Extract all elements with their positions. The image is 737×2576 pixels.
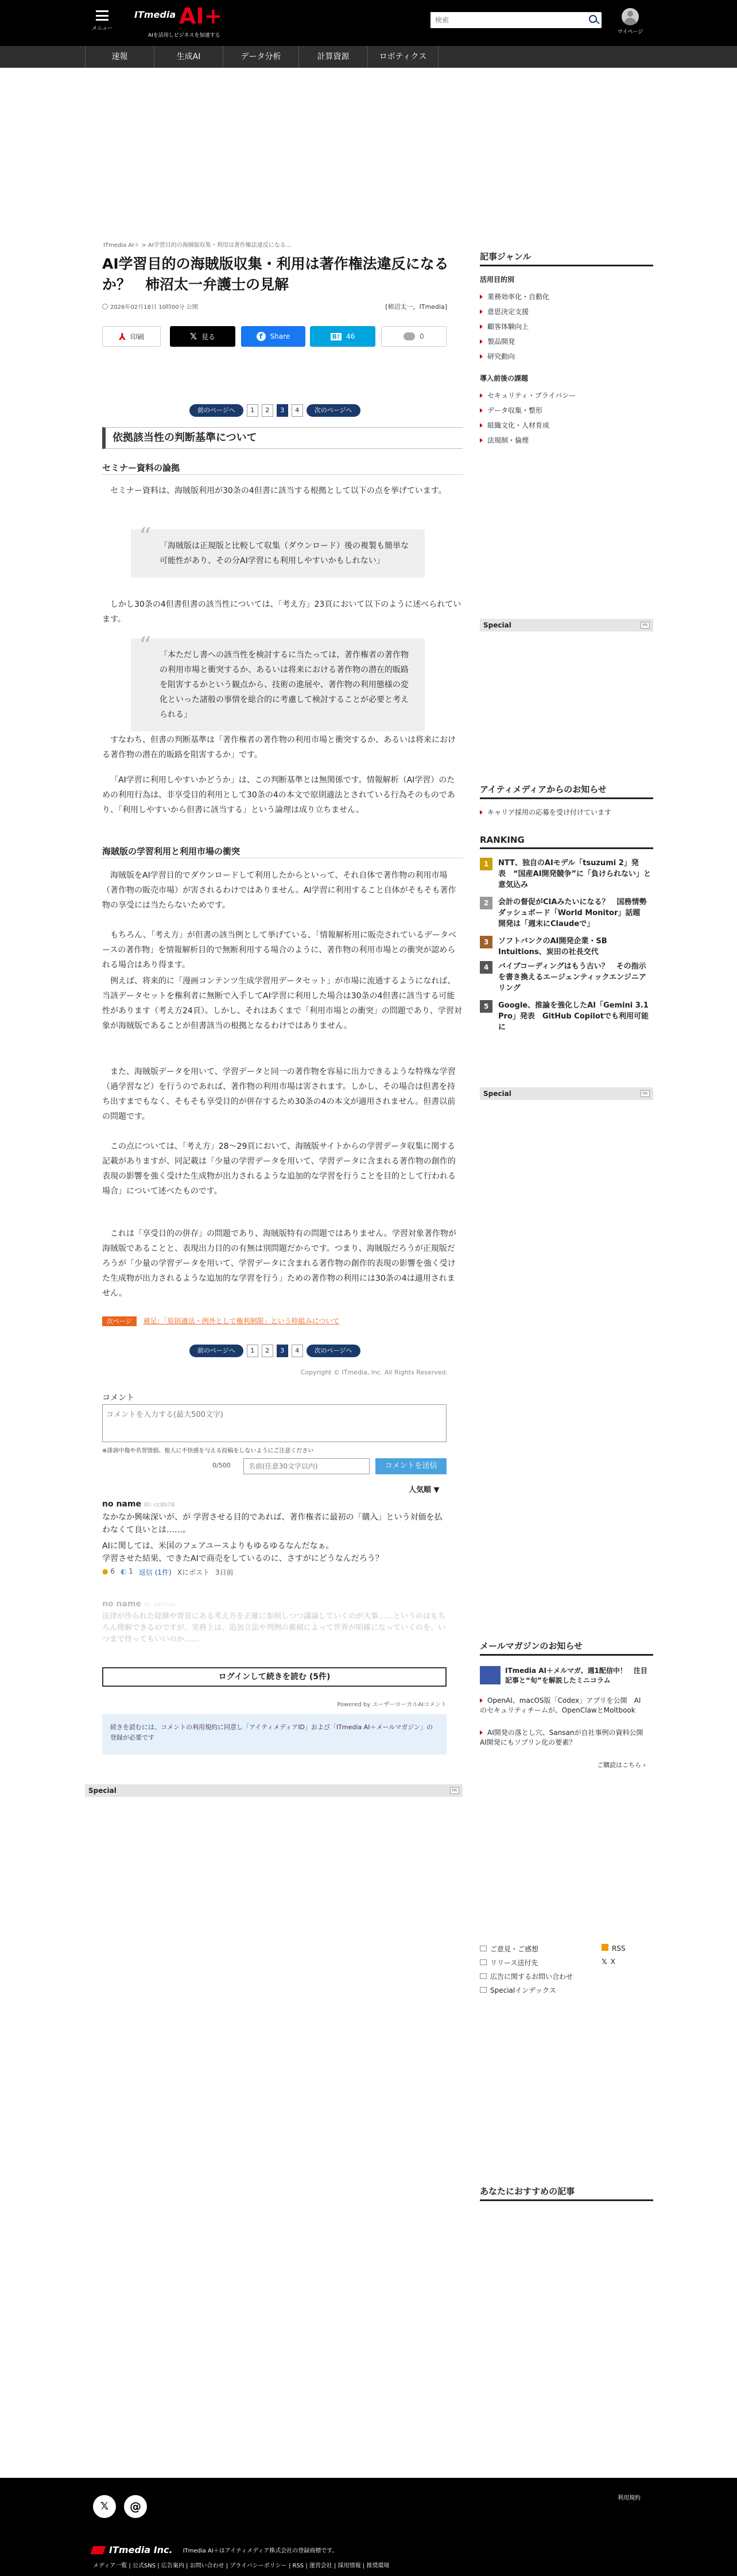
ranking-title: Google、推論を強化したAI「Gemini 3.1 Pro」発表 GitHub Copilotでも利用可能に xyxy=(498,1001,649,1032)
reply-count[interactable] xyxy=(121,1567,133,1577)
logo-tagline: AIを活用しビジネスを加速する xyxy=(148,33,220,38)
ranking-item[interactable] xyxy=(480,897,653,929)
pr-badge: PR xyxy=(641,622,650,629)
pager-next[interactable]: 次のページへ xyxy=(307,1345,360,1357)
heading-underline xyxy=(102,474,463,475)
next-page-badge: 次ページ xyxy=(102,1316,137,1326)
notice-heading: アイティメディアからのお知らせ xyxy=(480,783,653,799)
pager-prev[interactable]: 前のページへ xyxy=(189,1345,243,1357)
paragraph: しかし30条の4但書但書の該当性については、「考え方」23頁において以下のように述べられています。 xyxy=(102,600,461,624)
pager-page-3: 3 xyxy=(277,404,288,417)
special-index-label: Specialインデックス xyxy=(490,1986,556,1994)
search-icon[interactable] xyxy=(589,15,597,23)
blockquote xyxy=(131,632,425,731)
reply-link[interactable]: 返信 (1件) xyxy=(138,1568,172,1576)
genre-link[interactable]: 意思決定支援 xyxy=(480,307,529,316)
next-page-title: 補足：「原則適法・例外として権利制限」という枠組みについて xyxy=(143,1317,340,1325)
feedback-icon xyxy=(480,1946,487,1951)
footer-links[interactable]: メディア一覧 | 公式SNS | 広告案内 | お問い合わせ | プライバシーポリシー | RSS | 運営会社 | 採用情報 | 推奨環境 xyxy=(93,2563,390,2569)
reply-count-value: 1 xyxy=(129,1567,133,1575)
speech-bubble-icon xyxy=(404,332,415,340)
nav-breaking[interactable]: 速報 xyxy=(85,46,154,68)
article-title xyxy=(102,254,463,295)
comment-count-button[interactable] xyxy=(381,326,447,347)
thumbs-up-icon: ● xyxy=(102,1567,108,1575)
genre-link[interactable]: 顧客体験向上 xyxy=(480,321,529,331)
logo-brand: ITmedia xyxy=(134,9,176,20)
issue-link[interactable]: セキュリティ・プライバシー xyxy=(480,390,576,400)
ranking-number: 2 xyxy=(480,897,492,909)
facebook-share-label: Share xyxy=(270,332,290,340)
reply-icon: ◐ xyxy=(120,1567,127,1575)
newsletter-thumbnail xyxy=(480,1666,501,1684)
issue-link[interactable]: 組織文化・人材育成 xyxy=(480,420,549,430)
next-page-link[interactable] xyxy=(102,1316,339,1326)
pager-page-4[interactable]: 4 xyxy=(292,1345,303,1357)
pr-badge: PR xyxy=(641,1090,650,1097)
comment-author: no name xyxy=(102,1500,141,1509)
ranking-title: 会計の督促がCIAみたいになる？ 国務情勢ダッシュボード「World Monitor」話題 開発は「週末にClaudeで」 xyxy=(498,898,648,928)
paragraph: 「AI学習に利用しやすいかどうか」は、この判断基準とは無関係です。情報解析（AI学習）のための利用行為は、非享受目的利用として30条の4の本文で原則適法とされている行為そのものであり、「利用しやすいから但書に該当する」という論理は成り立ちません。 xyxy=(102,776,455,815)
subheading-seminar: セミナー資料の論拠 xyxy=(102,463,180,473)
rss-icon xyxy=(602,1944,608,1951)
ranking-item[interactable] xyxy=(480,1000,653,1033)
comment-time: 3日前 xyxy=(215,1568,234,1576)
recommend-heading: あなたにおすすめの記事 xyxy=(480,2185,653,2201)
special-bar-main xyxy=(85,1784,463,1797)
ranking-number: 4 xyxy=(480,961,492,974)
pager-page-1[interactable]: 1 xyxy=(247,404,258,417)
issue-heading: 導入前後の課題 xyxy=(480,374,529,382)
comment-text: 法律が作られた経緯や背景にある考え方を正確に参照しつつ議論していくのが大事……というのはもちろん理解できるのですが、実務上は、追加立法や判例の蓄積によって世界が明確になっていくのを、いつまで待ってもいいのか…… xyxy=(102,1612,446,1644)
like-count: 6 xyxy=(110,1567,115,1575)
mail-heading: メールマガジンのお知らせ xyxy=(480,1640,653,1656)
x-logo-icon: 𝕏 xyxy=(189,331,197,342)
comment-text: 学習させた結果、できたAIで商売をしているのに、さすがにどうなんだろう？ xyxy=(102,1554,383,1563)
ranking-title: バイブコーディングはもう古い？ その指示を書き換えるエージェンティックエンジニアリング xyxy=(498,962,646,993)
ad-inquiry-label: 広告に関するお問い合わせ xyxy=(490,1973,573,1981)
mail-title: ITmedia AI＋メルマガ、週1配信中！ 注目記事と“旬”を解説したミニコラム xyxy=(505,1667,647,1684)
subheading-pirate: 海賊版の学習利用と利用市場の衝突 xyxy=(102,846,241,857)
mypage-label: マイページ xyxy=(617,29,643,35)
footer-terms-link[interactable]: 利用規約 xyxy=(618,2495,641,2501)
x-post-link[interactable]: Xにポスト xyxy=(177,1568,210,1576)
x-share-button[interactable] xyxy=(170,326,235,347)
release-link[interactable] xyxy=(480,1958,538,1967)
user-avatar-icon xyxy=(622,8,639,25)
ranking-title: NTT、独自のAIモデル「tsuzumi 2」発表 “国産AI開発競争”に「負けられない」と意気込み xyxy=(498,859,651,889)
comment-actions xyxy=(102,1567,447,1577)
special-label: Special xyxy=(88,1787,117,1795)
comment-submit-button[interactable]: コメントを送信 xyxy=(375,1458,447,1474)
byline: [柿沼太一，ITmedia] xyxy=(385,303,447,311)
document-icon xyxy=(480,1959,487,1965)
copyright: Copyright © ITmedia, Inc. All Rights Reserved. xyxy=(300,1369,448,1376)
quote-text: 「海賊版は正規版と比較して収集（ダウンロード）後の複製も簡単な可能性があり、その分AI学習にも利用しやすいかもしれない」 xyxy=(160,541,409,565)
release-label: リリース送付先 xyxy=(490,1959,538,1967)
comments-heading: コメント xyxy=(102,1393,134,1403)
comment-item xyxy=(102,1500,447,1577)
footer-company xyxy=(92,2544,338,2555)
special-label: Special xyxy=(483,1090,511,1098)
paragraph: 海賊版をAI学習目的でダウンロードして利用したからといって、それ自体で著作物の利用市場（著作物の販売市場）が害されるわけではありません。AI学習に利用すること自体がそもそも著作物の享受には当たらないためです。 xyxy=(102,871,456,910)
pager-prev[interactable]: 前のページへ xyxy=(189,404,243,417)
ranking-item[interactable] xyxy=(480,961,653,994)
comment-sort[interactable] xyxy=(409,1483,440,1494)
ranking-title: ソフトバンクのAI開発企業・SB Intuitions、炭田の社長交代 xyxy=(498,937,607,956)
blockquote xyxy=(131,522,425,578)
print-label: 印刷 xyxy=(130,332,145,341)
clock-icon xyxy=(102,304,108,309)
issue-link[interactable]: データ収集・整形 xyxy=(480,405,542,415)
char-counter: 0/500 xyxy=(212,1462,231,1469)
pager-page-1[interactable]: 1 xyxy=(247,1345,258,1357)
logo-product: AI+ xyxy=(179,3,223,29)
ad-inquiry-link[interactable] xyxy=(480,1971,573,1981)
comment-count: 0 xyxy=(420,332,424,340)
purpose-heading: 活用目的別 xyxy=(480,276,515,284)
nav-generative-ai[interactable]: 生成AI xyxy=(154,46,223,68)
nav-compute[interactable]: 計算資源 xyxy=(298,46,367,68)
hatena-b-icon: B! xyxy=(331,333,342,340)
menu-button[interactable] xyxy=(92,10,113,36)
paragraph: この点については、「考え方」28〜29頁において、海賊版サイトからの学習データ収集に関する記載がありますが、同記載は「少量の学習データを用いて、学習データに含まれる著作物の創作的表現の影響を強く受けた生成物が出力されるような追加的な学習を行うことを目的として行われる場合」について述べたものです。 xyxy=(102,1142,456,1196)
feedback-label: ご意見・ご感想 xyxy=(490,1945,539,1953)
special-index-link[interactable] xyxy=(480,1985,556,1995)
ranking-number: 5 xyxy=(480,1000,492,1013)
paragraph: 例えば、将来的に「漫画コンテンツ生成学習用データセット」が市場に流通するようになれば、当該データセットを権利者に無断で入手してAI学習に利用した場合は30条の4但書に該当する可能性があります（考え方24頁）。しかし、それはあくまで「利用市場との衝突」の問題であり、学習対象が海賊版であることが但書該当の根拠となるわけではありません。 xyxy=(102,977,462,1031)
title-line-1: AI学習目的の海賊版収集・利用は著作権法違反になる xyxy=(102,255,449,272)
mail-subscribe-label: ご購読はこちら xyxy=(597,1761,641,1769)
mail-subscribe-link[interactable]: ご購読はこちら › xyxy=(597,1761,646,1769)
comment-textarea[interactable] xyxy=(102,1404,447,1442)
x-logo-icon: 𝕏 xyxy=(602,1958,607,1966)
pager-page-2[interactable]: 2 xyxy=(262,1345,273,1357)
rss-link[interactable] xyxy=(602,1944,626,1953)
paragraph: すなわち、但書の判断基準は「著作権者の著作物の利用市場と衝突するか、あるいは将来における著作物の潜在的販路を阻害するか」です。 xyxy=(102,735,456,760)
pager-page-4[interactable]: 4 xyxy=(292,404,303,417)
mail-banner[interactable] xyxy=(480,1666,653,1686)
menu-label: メニュー xyxy=(92,26,113,32)
site-logo[interactable] xyxy=(126,3,230,40)
paragraph: また、海賊版データを用いて、学習データと同一の著作物を容易に出力できるような特殊な学習（過学習など）を行うのであれば、著作物の利用市場は害されます。しかし、その場合は但書を持ち出すまでもなく、そもそも享受目的が併存するため30条の4の本文が適用されません。但書以前の問題です。 xyxy=(102,1067,456,1121)
search-input[interactable] xyxy=(430,12,574,28)
ranking-number: 1 xyxy=(480,858,492,870)
pager-bottom xyxy=(189,1345,360,1357)
itmedia-logo-icon xyxy=(90,2546,106,2554)
quote-mark-icon: “ xyxy=(139,632,152,660)
comment-author-id: ID: cc8b78 xyxy=(143,1502,175,1508)
special-bar-side-2 xyxy=(480,1087,653,1100)
section-heading: 依拠該当性の判断基準について xyxy=(102,427,463,449)
comment-terms-text: 続きを読むには、コメントの利用規約に同意し「アイティメディアID」および「ITmedia AI＋メールマガジン」の登録が必要です xyxy=(110,1723,433,1741)
ranking-item[interactable] xyxy=(480,858,653,890)
rss-label: RSS xyxy=(612,1944,626,1953)
comment-text: なかなか興味深いが、が 学習させる目的であれば、著作権者に最初の「購入」という対価を払わなくて良いとは……。 xyxy=(102,1513,443,1535)
company-name: ITmedia Inc. xyxy=(109,2544,173,2555)
comment-name-input[interactable] xyxy=(243,1458,370,1474)
publish-date xyxy=(102,302,198,311)
comment-author-id: ID: a8b7da xyxy=(143,1602,176,1608)
paragraph: もちろん、「考え方」が但書の該当例として挙げている、「情報解析用に販売されているデータベースの著作物」を情報解析目的で無断利用する場合のように、著作物の利用市場との衝突が認められる場合はあり得ます。 xyxy=(102,931,456,970)
powered-by: Powered by ユーザーローカルAIコメント xyxy=(337,1702,447,1708)
paragraph: これは「享受目的の併存」の問題であり、海賊版特有の問題ではありません。学習対象著作物が海賊版であることと、表現出力目的の有無は別問題だからです。つまり、海賊版だろうが正規版だろうが「少量の学習データを用いて、学習データに含まれる著作物の創作的表現の影響を強く受けた生成物が出力されるような追加的な学習を行う」ための著作物の利用には30条の4は適用されません。 xyxy=(102,1229,456,1298)
like-button[interactable] xyxy=(102,1567,115,1577)
document-icon xyxy=(480,1973,487,1979)
mail-item[interactable]: OpenAI、macOS版「Codex」アプリを公開 AIのセキュリティチームが、OpenClawとMoltbook xyxy=(480,1696,646,1715)
pager-page-2[interactable]: 2 xyxy=(262,404,273,417)
company-note: ITmedia AI＋はアイティメディア株式会社の登録商標です。 xyxy=(183,2548,338,2554)
date-text: 2026年02月18日 10時00分 公開 xyxy=(110,304,198,311)
genre-link[interactable]: 製品開発 xyxy=(480,336,515,346)
comment-item-faded xyxy=(102,1599,447,1645)
pager-top xyxy=(189,404,360,417)
comment-text: AIに関しては、米国のフェアユースよりもゆるゆるなんだなぁ。 xyxy=(102,1541,334,1551)
x-label: X xyxy=(610,1958,615,1966)
login-to-read-button[interactable]: ログインして続きを読む (5件) xyxy=(102,1667,447,1687)
pr-badge: PR xyxy=(450,1787,459,1794)
mail-item[interactable]: AI開発の落とし穴、Sansanが自社事例の資料公開 AI開発にもソブリン化の要素？ xyxy=(480,1729,650,1746)
breadcrumb[interactable]: ITmedia AI＋ > AI学習目的の海賊版収集・利用は著作権法違反になる… xyxy=(103,242,292,249)
pager-page-3: 3 xyxy=(277,1345,288,1357)
issue-link[interactable]: 法規制・倫理 xyxy=(480,435,529,445)
special-bar-side xyxy=(480,619,653,632)
comment-author: no name xyxy=(102,1599,141,1609)
mypage-button[interactable] xyxy=(613,8,647,37)
feedback-link[interactable] xyxy=(480,1944,538,1954)
facebook-icon: f xyxy=(257,332,266,341)
footer-threads-icon[interactable]: @ xyxy=(124,2495,147,2518)
comment-notice: ※誹謗中傷や名誉毀損、他人に不快感を与える投稿をしないようにご注意ください xyxy=(102,1448,314,1454)
paragraph: セミナー資料は、海賊版利用が30条の4但書に該当する根拠として以下の点を挙げています。 xyxy=(110,486,447,495)
hatena-bookmark-button[interactable] xyxy=(310,326,375,347)
sort-label: 人気順 xyxy=(409,1486,432,1494)
notice-link[interactable]: キャリア採用の応募を受け付けています xyxy=(480,807,611,817)
ranking-heading: RANKING xyxy=(480,835,653,849)
x-share-label: 見る xyxy=(201,332,216,341)
quote-text: 「本ただし書への該当性を検討するに当たっては、著作権者の著作物の利用市場と衝突するか、あるいは将来における著作物の潜在的販路を阻害するかという観点から、技術の進展や、著作物の利用態様の変化といった諸般の事情を総合的に考慮して検討することが必要と考えられる」 xyxy=(160,650,409,719)
special-label: Special xyxy=(483,621,511,629)
comment-terms xyxy=(102,1714,447,1754)
quote-mark-icon: “ xyxy=(139,522,152,551)
print-button[interactable] xyxy=(102,326,161,347)
hamburger-icon xyxy=(96,10,108,21)
pager-next[interactable]: 次のページへ xyxy=(307,404,360,417)
genre-link[interactable]: 研究動向 xyxy=(480,351,515,361)
genre-heading: 記事ジャンル xyxy=(480,250,653,266)
footer-x-icon[interactable]: 𝕏 xyxy=(93,2495,116,2518)
acrobat-icon: ⅄ xyxy=(118,331,126,342)
title-line-2: か？ 柿沼太一弁護士の見解 xyxy=(102,276,289,293)
special-icon xyxy=(480,1987,487,1993)
nav-data-analysis[interactable]: データ分析 xyxy=(223,46,298,68)
hatena-count: 46 xyxy=(346,332,355,340)
ranking-item[interactable] xyxy=(480,936,653,958)
caret-down-icon: ▼ xyxy=(431,1486,440,1494)
facebook-share-button[interactable] xyxy=(241,326,305,347)
genre-link[interactable]: 業務効率化・自動化 xyxy=(480,292,549,301)
search-box[interactable] xyxy=(430,12,602,28)
x-link[interactable] xyxy=(602,1958,615,1966)
nav-robotics[interactable]: ロボティクス xyxy=(367,46,439,68)
ranking-number: 3 xyxy=(480,936,492,948)
